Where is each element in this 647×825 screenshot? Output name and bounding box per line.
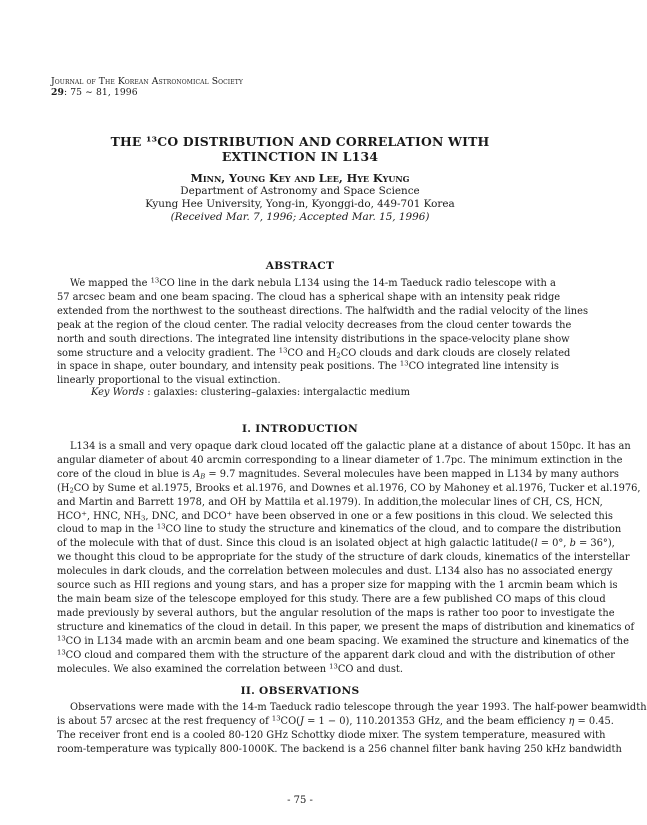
journal-volume: 29 [51,87,64,98]
journal-pages: : 75 ∼ 81, 1996 [64,87,138,98]
abstract-line: extended from the northwest to the southeast directions. The halfwidth and the radial velocity of the lines [57,305,589,317]
intro-line: core of the cloud in blue is $A_B = 9.7$ magnitudes. Several molecules have been mapped in L134 by many authors [57,468,619,481]
intro-line: molecules in dark clouds, and the correlation between molecules and dust. L134 also has no associated energy [57,566,613,578]
received-dates: (Received Mar. 7, 1996; Accepted Mar. 15, 1996) [170,211,430,223]
obs-line: is about 57 arcsec at the rest frequency of $^{13}$CO(J = 1 − 0), 110.201353 GHz, and the beam efficiency η = 0.45. [57,714,614,727]
intro-line: made previously by several authors, but the angular resolution of the maps is rather too poor to investigate the [57,607,615,619]
intro-line: cloud to map in the $^{13}$CO line to study the structure and kinematics of the cloud, and to compare the distribution [57,522,622,536]
intro-line: HCO+, HNC, $NH_3$, DNC, and DCO+ have been observed in one or a few positions in this cloud. We selected this [57,509,613,523]
title-line-1: THE ¹³CO DISTRIBUTION AND CORRELATION WITH [110,134,490,149]
introduction-heading: I. INTRODUCTION [242,423,358,435]
abstract-line: 57 arcsec beam and one beam spacing. The cloud has a spherical shape with an intensity peak ridge [57,291,561,303]
journal-header [51,76,243,98]
keywords-text: : galaxies: clustering–galaxies: intergalactic medium [147,387,411,398]
author-block [60,172,540,224]
intro-line: L134 is a small and very opaque dark cloud located off the galactic plane at a distance of about 150pc. It has an [70,441,631,452]
page-number: - 75 - [287,795,313,806]
keywords-label: Key Words [91,387,145,398]
introduction-body [57,440,641,676]
intro-line: molecules. We also examined the correlation between $^{13}$CO and dust. [57,662,403,675]
affiliation-university: Kyung Hee University, Yong-in, Kyonggi-do, 449-701 Korea [145,198,455,210]
intro-line: $^{13}$CO in L134 made with an arcmin beam and one beam spacing. We examined the structure and kinematics of the [57,634,629,647]
intro-line: $^{13}$CO cloud and compared them with the structure of the apparent dark cloud and with the distribution of other [57,648,616,661]
observations-heading: II. OBSERVATIONS [240,685,360,697]
observations-body [57,701,647,757]
intro-line: of the molecule with that of dust. Since this cloud is an isolated object at high galactic latitude(l = 0°, b = 36°), [57,538,615,550]
abstract-body [57,276,589,388]
abstract-line: in space in shape, outer boundary, and intensity peak positions. The $^{13}$CO integrated line intensity is [57,359,559,373]
intro-line: we thought this cloud to be appropriate for the study of the structure of dark clouds, kinematics of the interstellar [57,552,630,564]
intro-line: ($H_2CO$ by Sume et al.1975, Brooks et al.1976, and Downes et al.1976, CO by Mahoney et al.1976, Tucker et al.1976, [57,482,641,495]
abstract-line: We mapped the $^{13}$CO line in the dark nebula L134 using the 14-m Taeduck radio telescope with a [70,276,556,289]
intro-line: structure and kinematics of the cloud in detail. In this paper, we present the maps of distribution and kinematics of [57,621,635,633]
intro-line: and Martin and Barrett 1978, and OH by Mattila et al.1979). In addition,the molecular lines of CH, CS, HCN, [57,496,603,508]
intro-line: angular diameter of about 40 arcmin corresponding to a linear diameter of 1.7pc. The minimum extinction in the [57,454,623,466]
abstract-line: some structure and a velocity gradient. The $^{13}$CO and $H_2CO$ clouds and dark clouds are closely related [57,346,571,360]
obs-line: Observations were made with the 14-m Taeduck radio telescope through the year 1993. The half-power beamwidth [70,702,647,713]
paper-title [60,134,540,164]
obs-line: The receiver front end is a cooled 80-120 GHz Schottky diode mixer. The system temperature, measured with [57,729,606,741]
abstract-line: north and south directions. The integrated line intensity distributions in the space-velocity plane show [57,333,570,345]
abstract-line: peak at the region of the cloud center. The radial velocity decreases from the cloud center towards the [57,319,572,331]
title-line-2: EXTINCTION IN L134 [221,149,379,164]
intro-line: source such as HII regions and young stars, and has a proper size for mapping with the 1 arcmin beam which is [57,580,618,592]
keywords [91,387,410,398]
obs-line: room-temperature was typically 800-1000K. The backend is a 256 channel filter bank having 250 kHz bandwidth [57,743,622,755]
affiliation-department: Department of Astronomy and Space Science [180,185,420,197]
abstract-heading: ABSTRACT [265,260,335,272]
intro-line: the main beam size of the telescope employed for this study. There are a few published CO maps of this cloud [57,593,606,605]
abstract-line: linearly proportional to the visual extinction. [57,375,281,387]
journal-name: Journal of The Korean Astronomical Society [51,76,243,87]
authors: Minn, Young Key and Lee, Hye Kyung [190,171,410,185]
